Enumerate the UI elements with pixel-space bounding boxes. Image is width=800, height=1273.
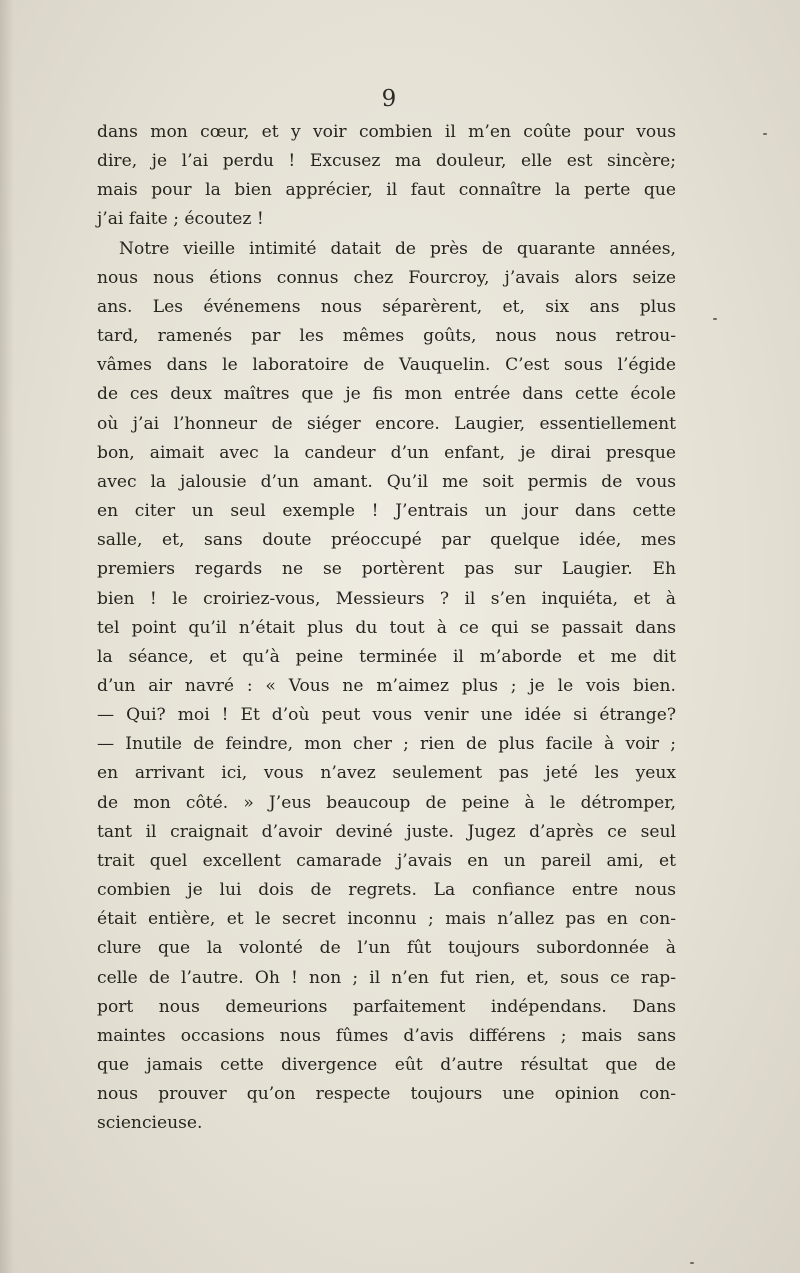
text-line: tel point qu’il n’était plus du tout à ce qui se passait dans <box>97 617 676 638</box>
text-line: nous prouver qu’on respecte toujours une opinion con- <box>97 1084 676 1105</box>
text-line: vâmes dans le laboratoire de Vauquelin. C’est sous l’égide <box>97 355 676 376</box>
body-text <box>97 118 676 1138</box>
text-line: trait quel excellent camarade j’avais en un pareil ami, et <box>97 850 676 871</box>
text-line: en citer un seul exemple ! J’entrais un jour dans cette <box>97 501 676 522</box>
text-line: bien ! le croiriez-vous, Messieurs ? il s’en inquiéta, et à <box>97 588 676 609</box>
text-line: dans mon cœur, et y voir combien il m’en coûte pour vous <box>97 122 676 142</box>
text-line: — Qui? moi ! Et d’où peut vous venir une idée si étrange? <box>97 705 676 726</box>
page-binding-shadow <box>0 0 14 1273</box>
text-line: combien je lui dois de regrets. La confiance entre nous <box>97 880 676 901</box>
text-line: — Inutile de feindre, mon cher ; rien de plus facile à voir ; <box>97 734 676 755</box>
text-line: tard, ramenés par les mêmes goûts, nous nous retrou- <box>97 326 676 347</box>
text-line: port nous demeurions parfaitement indépendans. Dans <box>97 996 676 1017</box>
text-line: sciencieuse. <box>97 1113 203 1134</box>
paper-speck <box>690 1262 694 1264</box>
text-line: de ces deux maîtres que je fis mon entrée dans cette école <box>97 384 676 405</box>
text-line: avec la jalousie d’un amant. Qu’il me soit permis de vous <box>97 471 676 492</box>
text-line: où j’ai l’honneur de siéger encore. Laugier, essentiellement <box>97 413 676 434</box>
paragraph-first-line: Notre vieille intimité datait de près de quarante années, <box>119 238 676 259</box>
text-line: d’un air navré : « Vous ne m’aimez plus ; je le vois bien. <box>97 675 676 696</box>
text-line: la séance, et qu’à peine terminée il m’aborde et me dit <box>97 646 676 667</box>
text-line: en arrivant ici, vous n’avez seulement pas jeté les yeux <box>97 763 676 784</box>
paper-speck <box>763 133 767 135</box>
text-line: tant il craignait d’avoir deviné juste. Jugez d’après ce seul <box>97 821 676 842</box>
text-line: ans. Les événemens nous séparèrent, et, six ans plus <box>97 296 676 317</box>
text-line: dire, je l’ai perdu ! Excusez ma douleur, elle est sincère; <box>97 151 676 172</box>
page-number: 9 <box>381 86 397 112</box>
text-line: que jamais cette divergence eût d’autre résultat que de <box>97 1055 676 1075</box>
text-line: maintes occasions nous fûmes d’avis différens ; mais sans <box>97 1025 676 1046</box>
text-line: celle de l’autre. Oh ! non ; il n’en fut rien, et, sous ce rap- <box>97 967 676 988</box>
text-line: était entière, et le secret inconnu ; mais n’allez pas en con- <box>97 909 676 930</box>
text-line: bon, aimait avec la candeur d’un enfant, je dirai presque <box>97 442 676 463</box>
text-line: premiers regards ne se portèrent pas sur Laugier. Eh <box>97 559 676 580</box>
paper-speck <box>713 318 717 320</box>
text-line: mais pour la bien apprécier, il faut connaître la perte que <box>97 180 676 201</box>
text-line: j’ai faite ; écoutez ! <box>97 209 264 230</box>
text-line: salle, et, sans doute préoccupé par quelque idée, mes <box>97 530 676 551</box>
text-line: clure que la volonté de l’un fût toujours subordonnée à <box>97 938 676 959</box>
text-line: de mon côté. » J’eus beaucoup de peine à le détromper, <box>97 792 676 813</box>
text-line: nous nous étions connus chez Fourcroy, j’avais alors seize <box>97 267 676 288</box>
